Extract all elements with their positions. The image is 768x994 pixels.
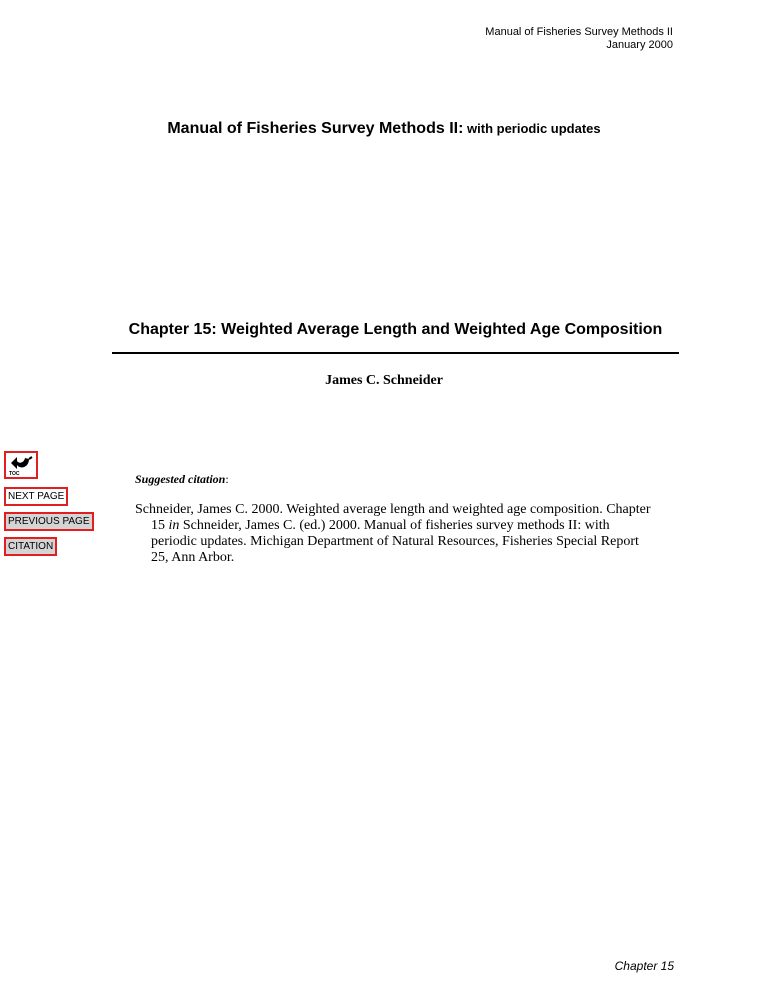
footer-chapter-label: Chapter 15 <box>614 959 674 973</box>
suggested-citation-label <box>135 472 229 487</box>
citation-part1: Schneider, James C. 2000. Weighted average length and weighted age composition. Chapter 15 <box>135 502 651 533</box>
title-divider <box>112 352 679 354</box>
toc-button[interactable] <box>4 451 38 479</box>
citation-label-colon: : <box>225 472 229 486</box>
citation-button[interactable]: CITATION <box>4 537 57 556</box>
toc-arrow-icon <box>6 453 36 477</box>
citation-label-text: Suggested citation <box>135 472 226 486</box>
header-manual-name: Manual of Fisheries Survey Methods II <box>485 26 673 38</box>
next-page-button[interactable]: NEXT PAGE <box>4 487 68 506</box>
toc-label: TOC <box>9 471 20 477</box>
header-date: January 2000 <box>606 39 673 51</box>
citation-text <box>135 502 655 566</box>
manual-title-main: Manual of Fisheries Survey Methods II: <box>167 120 464 137</box>
citation-part2: Schneider, James C. (ed.) 2000. Manual of fisheries survey methods II: with periodic updates. Michigan Department of Natural Resources, Fisheries Special Report 25, Ann Arbor. <box>151 518 639 565</box>
author-name: James C. Schneider <box>325 373 443 388</box>
manual-title-sub: with periodic updates <box>463 121 601 136</box>
manual-title <box>0 120 768 138</box>
citation-in-word: in <box>168 518 180 533</box>
running-header <box>485 26 673 52</box>
chapter-title: Chapter 15: Weighted Average Length and Weighted Age Composition <box>128 321 663 338</box>
previous-page-button[interactable]: PREVIOUS PAGE <box>4 512 94 531</box>
